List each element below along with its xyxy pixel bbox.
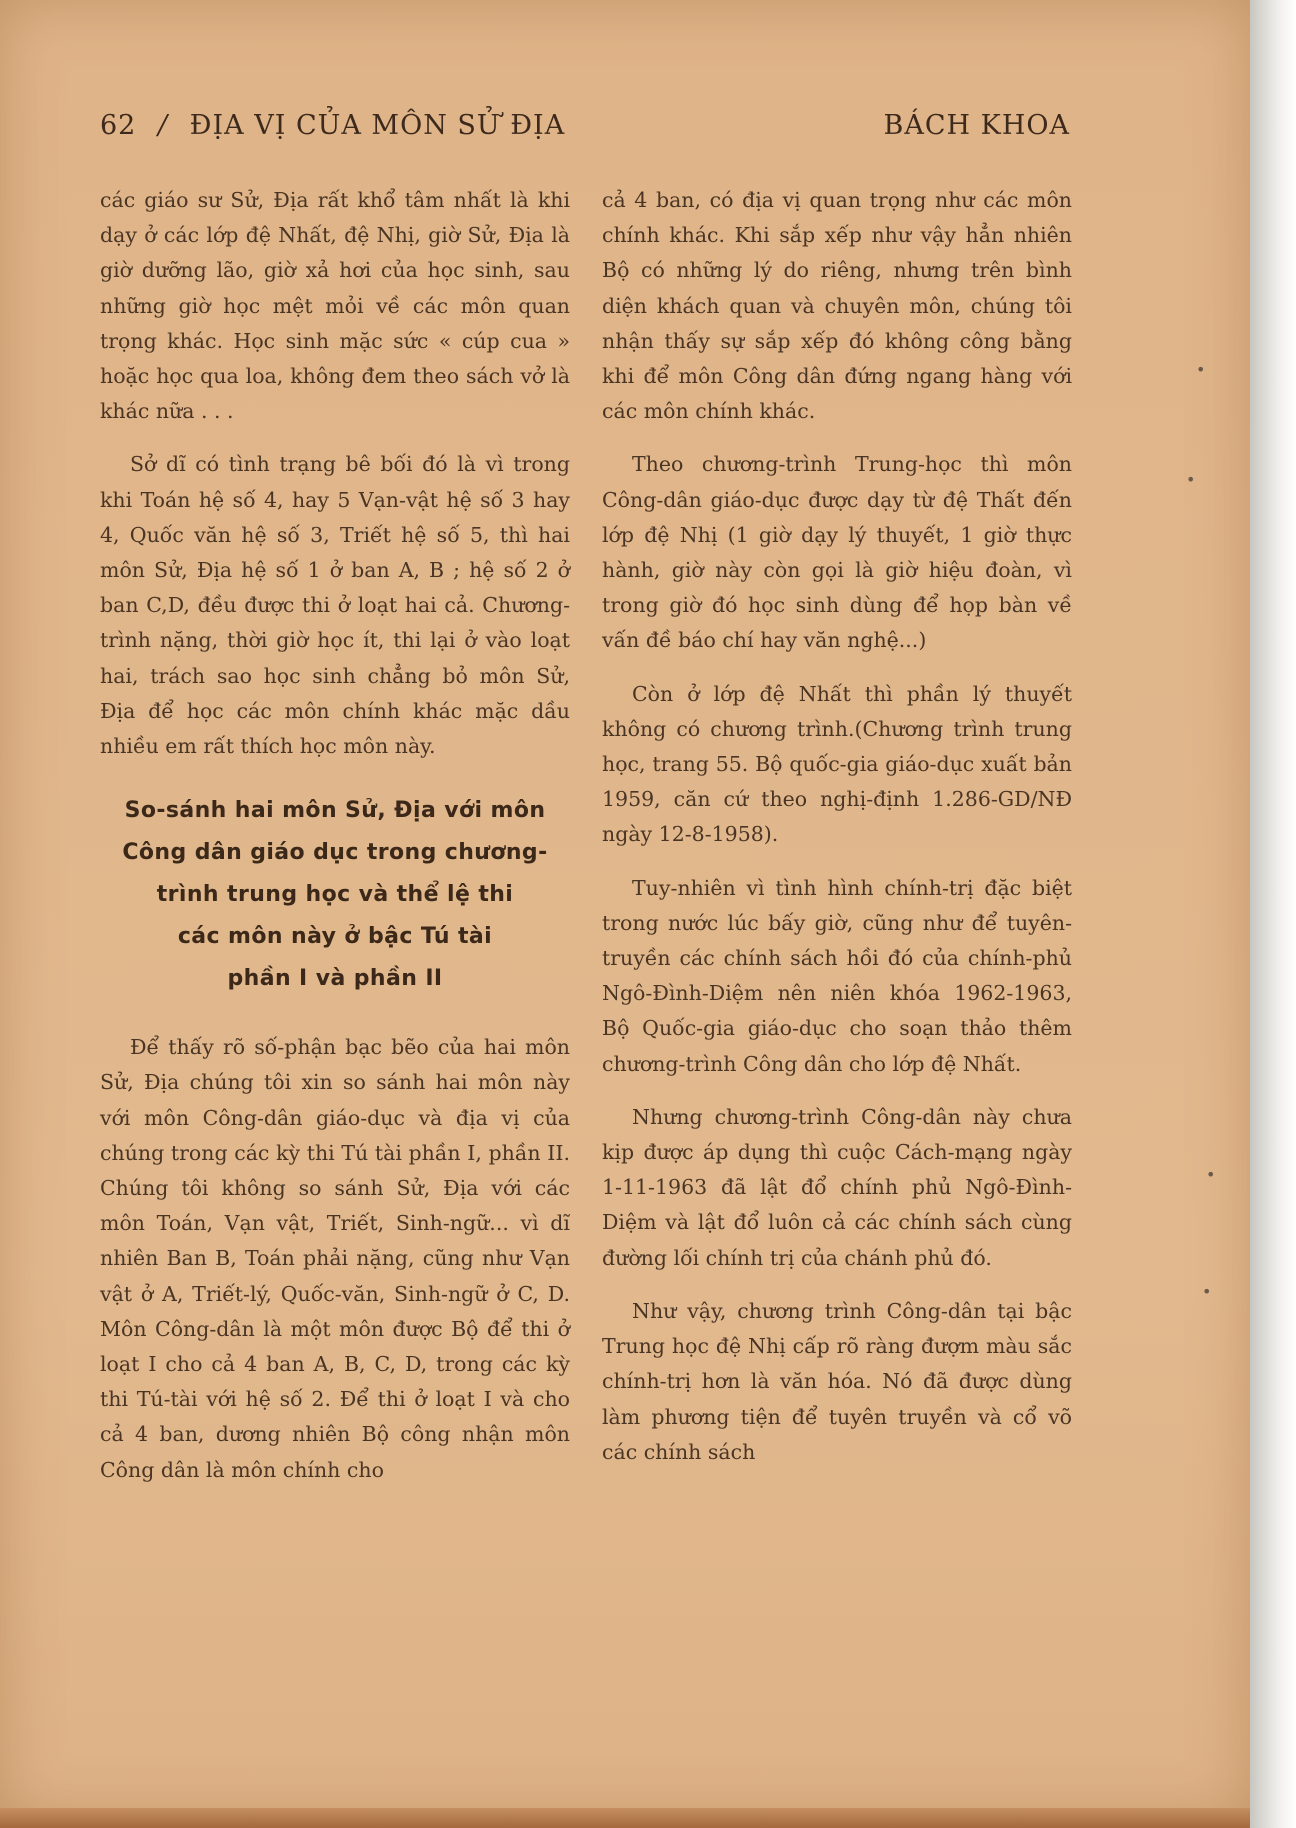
margin-speck: • [1206,1165,1216,1184]
right-column [602,183,1072,1470]
paragraph: Còn ở lớp đệ Nhất thì phần lý thuyết không có chương trình.(Chương trình trung học, trang 55. Bộ quốc-gia giáo-dục xuất bản 1959, căn cứ theo nghị-định 1.286-GD/NĐ ngày 12-8-1958). [602,681,1072,847]
page-edge [1250,0,1296,1828]
paragraph: Sở dĩ có tình trạng bê bối đó là vì trong khi Toán hệ số 4, hay 5 Vạn-vật hệ số 3 hay 4, Quốc văn hệ số 3, Triết hệ số 5, thì hai môn Sử, Địa hệ số 1 ở ban A, B ; hệ số 2 ở ban C,D, đều được thi ở loạt hai cả. Chương-trình nặng, thời giờ học ít, thi lại ở vào loạt hai, trách sao học sinh chẳng bỏ môn Sử, Địa để học các môn chính khác mặc dầu nhiều em rất thích học môn này. [100,452,570,759]
heading-line: các môn này ở bậc Tú tài [177,924,493,950]
paragraph: Nhưng chương-trình Công-dân này chưa kịp được áp dụng thì cuộc Cách-mạng ngày 1-11-1963 đã lật đổ chính phủ Ngô-Đình-Diệm và lật đổ luôn cả các chính sách cùng đường lối chính trị của chánh phủ đó. [602,1104,1072,1270]
margin-speck: • [1196,360,1206,379]
left-column [100,183,570,1488]
header-separator: / [157,110,169,141]
section-heading [100,790,570,1000]
paragraph: Theo chương-trình Trung-học thì môn Công-dân giáo-dục được dạy từ đệ Thất đến lớp đệ Nhị (1 giờ dạy lý thuyết, 1 giờ thực hành, giờ này còn gọi là giờ hiệu đoàn, vì trong giờ đó học sinh dùng để họp bàn về vấn đề báo chí hay văn nghệ...) [602,452,1072,653]
paragraph: Như vậy, chương trình Công-dân tại bậc Trung học đệ Nhị cấp rõ ràng đượm màu sắc chính-trị hơn là văn hóa. Nó đã được dùng làm phương tiện để tuyên truyền và cổ võ các chính sách [602,1298,1072,1464]
paragraph: cả 4 ban, có địa vị quan trọng như các môn chính khác. Khi sắp xếp như vậy hẳn nhiên Bộ có những lý do riêng, nhưng trên bình diện khách quan và chuyên môn, chúng tôi nhận thấy sự sắp xếp đó không công bằng khi để môn Công dân đứng ngang hàng với các môn chính khác. [602,188,1072,424]
paragraph: các giáo sư Sử, Địa rất khổ tâm nhất là khi dạy ở các lớp đệ Nhất, đệ Nhị, giờ Sử, Địa là giờ dưỡng lão, giờ xả hơi của học sinh, sau những giờ học mệt mỏi về các môn quan trọng khác. Học sinh mặc sức « cúp cua » hoặc học qua loa, không đem theo sách vở là khác nữa . . . [100,188,570,424]
publication-name: BÁCH KHOA [883,110,1070,141]
page-bottom-edge [0,1808,1250,1828]
margin-speck: • [1186,470,1196,489]
margin-speck: • [1202,1282,1212,1301]
running-header [100,110,1070,150]
heading-line: So-sánh hai môn Sử, Địa với môn [124,798,546,824]
header-left [100,110,565,141]
running-title: ĐỊA VỊ CỦA MÔN SỬ ĐỊA [189,110,566,141]
paragraph: Để thấy rõ số-phận bạc bẽo của hai môn Sử, Địa chúng tôi xin so sánh hai môn này với môn Công-dân giáo-dục và địa vị của chúng trong các kỳ thi Tú tài phần I, phần II. Chúng tôi không so sánh Sử, Địa với các môn Toán, Vạn vật, Triết, Sinh-ngữ... vì dĩ nhiên Ban B, Toán phải nặng, cũng như Vạn vật ở A, Triết-lý, Quốc-văn, Sinh-ngữ ở C, D. Môn Công-dân là một môn được Bộ để thi ở loạt I cho cả 4 ban A, B, C, D, trong các kỳ thi Tú-tài với hệ số 2. Để thi ở loạt I và cho cả 4 ban, dương nhiên Bộ công nhận môn Công dân là môn chính cho [100,1035,570,1482]
heading-line: Công dân giáo dục trong chương- [122,840,548,866]
heading-line: trình trung học và thể lệ thi [156,882,514,908]
heading-line: phần I và phần II [227,966,443,992]
page-number: 62 [100,110,137,141]
paragraph: Tuy-nhiên vì tình hình chính-trị đặc biệt trong nước lúc bấy giờ, cũng như để tuyên-truyền các chính sách hồi đó của chính-phủ Ngô-Đình-Diệm nên niên khóa 1962-1963, Bộ Quốc-gia giáo-dục cho soạn thảo thêm chương-trình Công dân cho lớp đệ Nhất. [602,875,1072,1076]
